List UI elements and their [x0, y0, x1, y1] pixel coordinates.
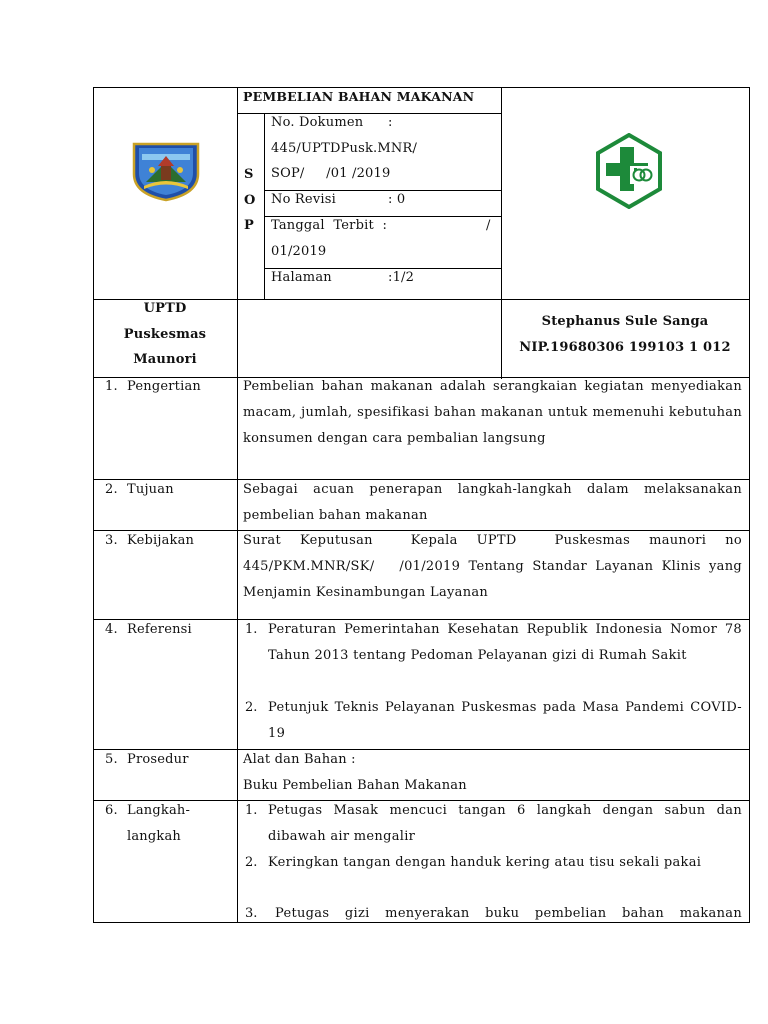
doc-no-colon: : — [388, 115, 393, 130]
sop-letter-o: O — [244, 193, 256, 208]
table-border-left — [93, 87, 94, 923]
section-label-referensi: Referensi — [127, 622, 192, 637]
section-num-5: 5. — [105, 752, 118, 767]
sop-letter-p: P — [244, 218, 254, 233]
section-num-4: 4. — [105, 622, 118, 637]
referensi-item: Petunjuk Teknis Pelayanan Puskesmas pada Masa Pandemi COVID-19 — [268, 700, 742, 741]
doc-no-value-1: 445/UPTDPusk.MNR/ — [271, 141, 418, 156]
section-num-6: 6. — [105, 803, 118, 818]
terbit-value: 01/2019 — [271, 244, 327, 259]
halaman-label: Halaman — [271, 270, 332, 285]
referensi-item-num: 2. — [245, 700, 258, 715]
section-label-kebijakan: Kebijakan — [127, 533, 195, 548]
langkah-item-num: 1. — [245, 803, 258, 818]
kebijakan-text: Surat Keputusan Kepala UPTD Puskesmas maunori no 445/PKM.MNR/SK/ /01/2019 Tentang Standar Layanan Klinis yang Menjamin Kesinambungan Layanan — [243, 533, 747, 600]
langkah-item: Petugas Masak mencuci tangan 6 langkah dengan sabun dan dibawah air mengalir — [268, 803, 742, 844]
tujuan-text: Sebagai acuan penerapan langkah-langkah dalam melaksanakan pembelian bahan makanan — [243, 482, 742, 523]
langkah-item: Keringkan tangan dengan handuk kering atau tisu sekali pakai — [268, 855, 702, 870]
table-border-right — [749, 87, 750, 923]
section-num-1: 1. — [105, 379, 118, 394]
label-column-divider — [237, 87, 238, 923]
prosedur-line-2: Buku Pembelian Bahan Makanan — [243, 778, 467, 793]
regency-emblem-icon — [130, 140, 202, 202]
document-title: PEMBELIAN BAHAN MAKANAN — [243, 89, 475, 104]
terbit-slash: / — [486, 218, 491, 233]
puskesmas-logo-icon — [596, 133, 662, 209]
langkah-item: Petugas gizi menyerakan buku pembelian bahan makanan — [275, 906, 742, 921]
org-line-3: Maunori — [133, 352, 197, 367]
sop-letter-s: S — [244, 167, 254, 182]
langkah-item-num: 3. — [245, 906, 258, 921]
revisi-value: : 0 — [388, 192, 406, 207]
section-label-langkah-2: langkah — [127, 829, 182, 844]
org-line-1: UPTD — [143, 301, 187, 316]
section-label-pengertian: Pengertian — [127, 379, 201, 394]
row-separator-5 — [93, 749, 750, 750]
prosedur-line-1: Alat dan Bahan : — [243, 752, 356, 767]
pengertian-text: Pembelian bahan makanan adalah serangkaian kegiatan menyediakan macam, jumlah, spesifikasi bahan makanan untuk memenuhi kebutuhan konsumen dengan cara pembalian langsung — [243, 379, 742, 446]
section-label-langkah-1: Langkah- — [127, 803, 191, 818]
sop-column-divider — [264, 113, 265, 299]
signer-nip: NIP.19680306 199103 1 012 — [519, 340, 731, 355]
referensi-item: Peraturan Pemerintahan Kesehatan Republik Indonesia Nomor 78 Tahun 2013 tentang Pedoman Pelayanan gizi di Rumah Sakit — [268, 622, 742, 663]
org-line-2: Puskesmas — [123, 327, 207, 342]
section-num-3: 3. — [105, 533, 118, 548]
referensi-item-num: 1. — [245, 622, 258, 637]
doc-no-value-2: SOP/ /01 /2019 — [271, 166, 391, 181]
doc-no-label: No. Dokumen — [271, 115, 364, 130]
terbit-label: Tanggal Terbit : — [271, 218, 388, 233]
section-label-prosedur: Prosedur — [127, 752, 189, 767]
section-num-2: 2. — [105, 482, 118, 497]
revisi-label: No Revisi — [271, 192, 336, 207]
signer-name: Stephanus Sule Sanga — [541, 314, 709, 329]
section-label-tujuan: Tujuan — [127, 482, 174, 497]
halaman-value: :1/2 — [388, 270, 415, 285]
langkah-item-num: 2. — [245, 855, 258, 870]
